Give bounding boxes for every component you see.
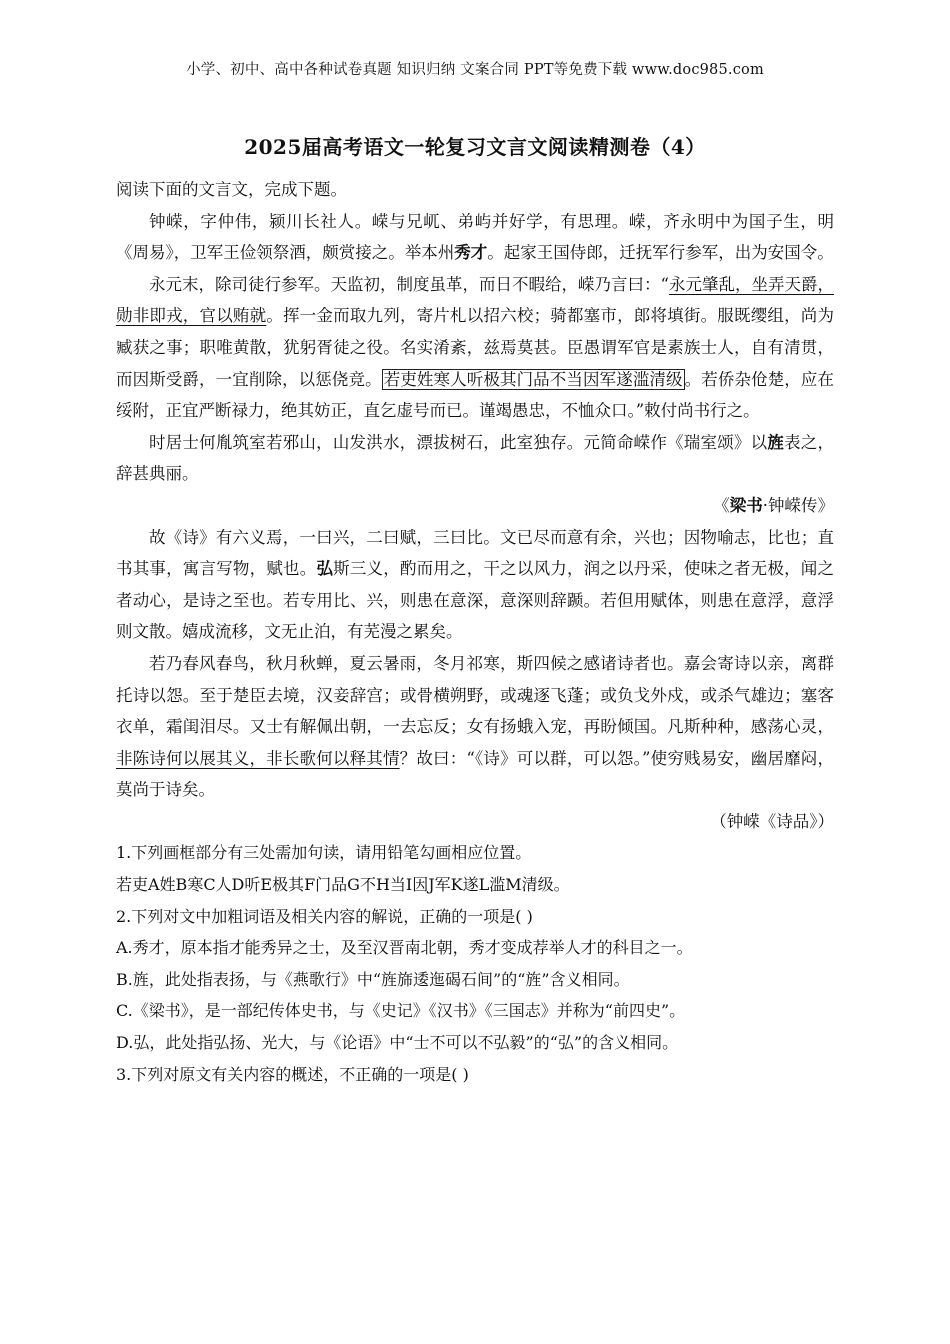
underlined-sentence-1: 永元肇乱，坐弄天爵，勋非即戎，官以贿就	[116, 274, 835, 326]
document-body	[116, 174, 834, 1090]
boxed-punctuation-sentence: 若吏姓寒人听极其门品不当因军遂滥清级	[383, 369, 683, 389]
bold-term-jing: 旌	[767, 432, 785, 452]
page-title: 2025届高考语文一轮复习文言文阅读精测卷（4）	[244, 135, 706, 159]
question-1-text: 若吏A姓B寒C人D听E极其F门品G不H当I因J军K遂L滥M清级。	[116, 875, 570, 895]
passage1-source: 《梁书·钟嵘传》	[713, 495, 834, 515]
option-d: D.弘，此处指弘扬、光大，与《论语》中“士不可以不弘毅”的“弘”的含义相同。	[116, 1033, 679, 1053]
passage2-source: （钟嵘《诗品》）	[710, 811, 834, 831]
underlined-sentence-2: 非陈诗何以展其义，非长歌何以释其情	[116, 748, 400, 768]
page-header-banner: 小学、初中、高中各种试卷真题 知识归纳 文案合同 PPT等免费下载 www.doc985.com	[186, 62, 764, 78]
question-1: 1.下列画框部分有三处需加句读，请用铅笔勾画相应位置。	[116, 843, 532, 863]
intro-instruction: 阅读下面的文言文，完成下题。	[116, 180, 347, 199]
option-a: A.秀才，原本指才能秀异之士，及至汉晋南北朝，秀才变成荐举人才的科目之一。	[116, 938, 693, 958]
bold-term-xiucai: 秀才	[454, 243, 488, 263]
passage2-paragraph1: 故《诗》有六义焉，一曰兴，二曰赋，三曰比。文已尽而意有余，兴也；因物喻志，比也；直书其事，寓言写物，赋也。弘斯三义，酌而用之，干之以风力，润之以丹采，使味之者无极，闻之者动心，是诗之至也。若专用比、兴，则患在意深，意深则辞踬。若但用赋体，则患在意浮，意浮则文散。嬉成流移，文无止泊，有芜漫之累矣。	[116, 527, 835, 642]
bold-term-hong: 弘	[316, 559, 334, 579]
passage1-paragraph3: 时居士何胤筑室若邪山，山发洪水，漂拔树石，此室独存。元简命嵘作《瑞室颂》以旌表之，辞甚典丽。	[116, 432, 835, 484]
passage1-paragraph1: 钟嵘，字仲伟，颍川长社人。嵘与兄屼、弟屿并好学，有思理。嵘，齐永明中为国子生，明《周易》，卫军王俭领祭酒，颇赏接之。举本州秀才。起家王国侍郎，迁抚军行参军，出为安国令。	[116, 211, 834, 263]
option-c: C.《梁书》，是一部纪传体史书，与《史记》《汉书》《三国志》并称为“前四史”。	[116, 1001, 686, 1021]
passage1-paragraph2: 永元末，除司徒行参军。天监初，制度虽革，而日不暇给，嵘乃言曰：“永元肇乱，坐弄天爵，勋非即戎，官以贿就。挥一金而取九列，寄片札以招六校；骑都塞市，郎将填街。服既缨组，尚为臧获之事；职唯黄散，犹躬胥徒之役。名实淆紊，兹焉莫甚。臣愚谓军官是素族士人，自有清贯，而因斯受爵，一宜削除，以惩侥竞。 若吏姓寒人听极其门品不当因军遂滥清级 。若侨杂伧楚，应在绥附，正宜严断禄力，绝其妨正，直乞虚号而已。谨竭愚忠，不恤众口。”敕付尚书行之。	[116, 274, 835, 421]
question-3: 3.下列对原文有关内容的概述，不正确的一项是( )	[116, 1064, 469, 1084]
question-2: 2.下列对文中加粗词语及相关内容的解说，正确的一项是( )	[116, 906, 533, 926]
bold-term-liangshu: 梁书	[729, 495, 763, 515]
passage2-paragraph2: 若乃春风春鸟，秋月秋蝉，夏云暑雨，冬月祁寒，斯四候之感诸诗者也。嘉会寄诗以亲，离群托诗以怨。至于楚臣去境，汉妾辞宫；或骨横朔野，或魂逐飞蓬；或负戈外戍，或杀气雄边；塞客衣单，霜闺泪尽。又士有解佩出朝，一去忘反；女有扬蛾入宠，再盼倾国。凡斯种种，感荡心灵，非陈诗何以展其义，非长歌何以释其情？故曰：“《诗》可以群，可以怨。”使穷贱易安，幽居靡闷，莫尚于诗矣。	[116, 653, 834, 800]
option-b: B.旌，此处指表扬，与《燕歌行》中“旌旆逶迤碣石间”的“旌”含义相同。	[116, 969, 630, 989]
